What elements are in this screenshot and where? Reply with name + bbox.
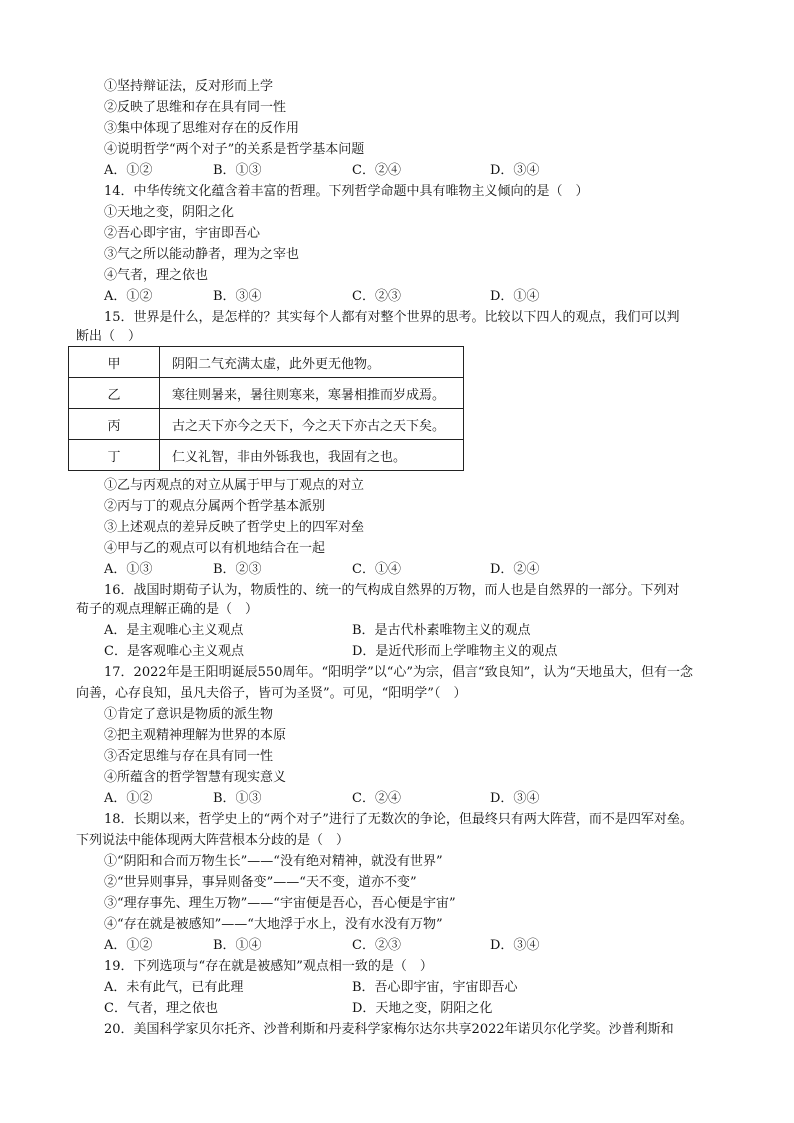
- q20-stem: 20．美国科学家贝尔托齐、沙普利斯和丹麦科学家梅尔达尔共享2022年诺贝尔化学奖。沙普利斯和: [104, 1022, 674, 1037]
- table-row: [69, 440, 464, 471]
- q15-quote-table: [68, 346, 464, 471]
- q14-item-4: ④气者，理之依也: [104, 268, 209, 283]
- q16-option-d: D．是近代形而上学唯物主义的观点: [352, 644, 558, 659]
- q17-item-1: ①肯定了意识是物质的派生物: [104, 707, 274, 722]
- q18-stem-line1: 18．长期以来，哲学史上的“两个对子”进行了无数次的争论，但最终只有两大阵营，而不是四军对垒。: [104, 812, 693, 827]
- table-key: 甲: [69, 347, 160, 378]
- q13-option-d: D．③④: [490, 163, 540, 178]
- table-key: 乙: [69, 378, 160, 409]
- q18-item-3: ③“理存事先、理生万物”——“宇宙便是吾心，吾心便是宇宙”: [104, 896, 456, 911]
- q13-item-4: ④说明哲学“两个对子”的关系是哲学基本问题: [104, 142, 365, 157]
- q13-item-3: ③集中体现了思维对存在的反作用: [104, 121, 300, 136]
- q18-item-4: ④“存在就是被感知”——“大地浮于水上，没有水没有万物”: [104, 917, 443, 932]
- table-quote: 寒往则暑来，暑往则寒来，寒暑相推而岁成焉。: [160, 378, 464, 409]
- q17-option-a: A．①②: [104, 791, 153, 806]
- q18-item-2: ②“世异则事异，事异则备变”——“天不变，道亦不变”: [104, 875, 417, 890]
- q15-option-d: D．②④: [490, 562, 540, 577]
- table-key: 丙: [69, 409, 160, 440]
- table-quote: 古之天下亦今之天下，今之天下亦古之天下矣。: [160, 409, 464, 440]
- q13-option-a: A．①②: [104, 163, 153, 178]
- q16-option-c: C．是客观唯心主义观点: [104, 644, 244, 659]
- q13-item-1: ①坚持辩证法，反对形而上学: [104, 79, 274, 94]
- q17-stem-line1: 17．2022年是王阳明诞辰550周年。“阳明学”以“心”为宗，倡言“致良知”，认为“天地虽大，但有一念: [104, 665, 693, 680]
- q17-option-b: B．①③: [213, 791, 262, 806]
- q14-option-a: A．①②: [104, 289, 153, 304]
- q15-option-c: C．①④: [352, 562, 401, 577]
- q18-item-1: ①“阴阳和合而万物生长”——“没有绝对精神，就没有世界”: [104, 854, 443, 869]
- q13-option-c: C．②④: [352, 163, 401, 178]
- table-quote: 仁义礼智，非由外铄我也，我固有之也。: [160, 440, 464, 471]
- q14-option-b: B．③④: [213, 289, 262, 304]
- q15-item-4: ④甲与乙的观点可以有机地结合在一起: [104, 541, 326, 556]
- q14-option-d: D．①④: [490, 289, 540, 304]
- q15-item-3: ③上述观点的差异反映了哲学史上的四军对垒: [104, 520, 365, 535]
- q17-item-4: ④所蕴含的哲学智慧有现实意义: [104, 770, 287, 785]
- q18-option-c: C．②③: [352, 938, 401, 953]
- q15-item-2: ②丙与丁的观点分属两个哲学基本派别: [104, 499, 326, 514]
- q14-item-2: ②吾心即宇宙，宇宙即吾心: [104, 226, 261, 241]
- q13-item-2: ②反映了思维和存在具有同一性: [104, 100, 287, 115]
- q15-option-b: B．②③: [213, 562, 262, 577]
- q16-option-a: A．是主观唯心主义观点: [104, 623, 244, 638]
- q19-option-d: D．天地之变，阴阳之化: [352, 1001, 493, 1016]
- q17-item-3: ③否定思维与存在具有同一性: [104, 749, 274, 764]
- q19-option-b: B．吾心即宇宙，宇宙即吾心: [352, 980, 518, 995]
- table-row: [69, 347, 464, 378]
- q15-item-1: ①乙与丙观点的对立从属于甲与丁观点的对立: [104, 478, 365, 493]
- table-row: [69, 409, 464, 440]
- table-row: [69, 378, 464, 409]
- q15-stem-line1: 15．世界是什么，是怎样的？其实每个人都有对整个世界的思考。比较以下四人的观点，我们可以判: [104, 310, 680, 325]
- q17-item-2: ②把主观精神理解为世界的本原: [104, 728, 287, 743]
- q19-option-c: C．气者，理之依也: [104, 1001, 218, 1016]
- q19-stem: 19．下列选项与“存在就是被感知”观点相一致的是（ ）: [104, 959, 433, 974]
- table-key: 丁: [69, 440, 160, 471]
- q13-option-b: B．①③: [213, 163, 262, 178]
- q14-stem: 14．中华传统文化蕴含着丰富的哲理。下列哲学命题中具有唯物主义倾向的是（ ）: [104, 184, 589, 199]
- table-quote: 阴阳二气充满太虚，此外更无他物。: [160, 347, 464, 378]
- q18-option-d: D．③④: [490, 938, 540, 953]
- q19-option-a: A．未有此气，已有此理: [104, 980, 244, 995]
- q14-item-3: ③气之所以能动静者，理为之宰也: [104, 247, 300, 262]
- q17-option-c: C．②④: [352, 791, 401, 806]
- q14-option-c: C．②③: [352, 289, 401, 304]
- q18-option-b: B．①④: [213, 938, 262, 953]
- q18-stem-line2: 下列说法中能体现两大阵营根本分歧的是（ ）: [76, 833, 350, 848]
- q17-stem-line2: 向善，心存良知，虽凡夫俗子，皆可为圣贤”。可见，“阳明学”（ ）: [76, 686, 467, 701]
- q18-option-a: A．①②: [104, 938, 153, 953]
- q16-option-b: B．是古代朴素唯物主义的观点: [352, 623, 531, 638]
- q15-option-a: A．①③: [104, 562, 153, 577]
- q14-item-1: ①天地之变，阴阳之化: [104, 205, 235, 220]
- q16-stem-line1: 16．战国时期荀子认为，物质性的、统一的气构成自然界的万物，而人也是自然界的一部分。下列对: [104, 583, 680, 598]
- q15-stem-line2: 断出（ ）: [76, 329, 142, 344]
- q17-option-d: D．③④: [490, 791, 540, 806]
- q16-stem-line2: 荀子的观点理解正确的是（ ）: [76, 602, 259, 617]
